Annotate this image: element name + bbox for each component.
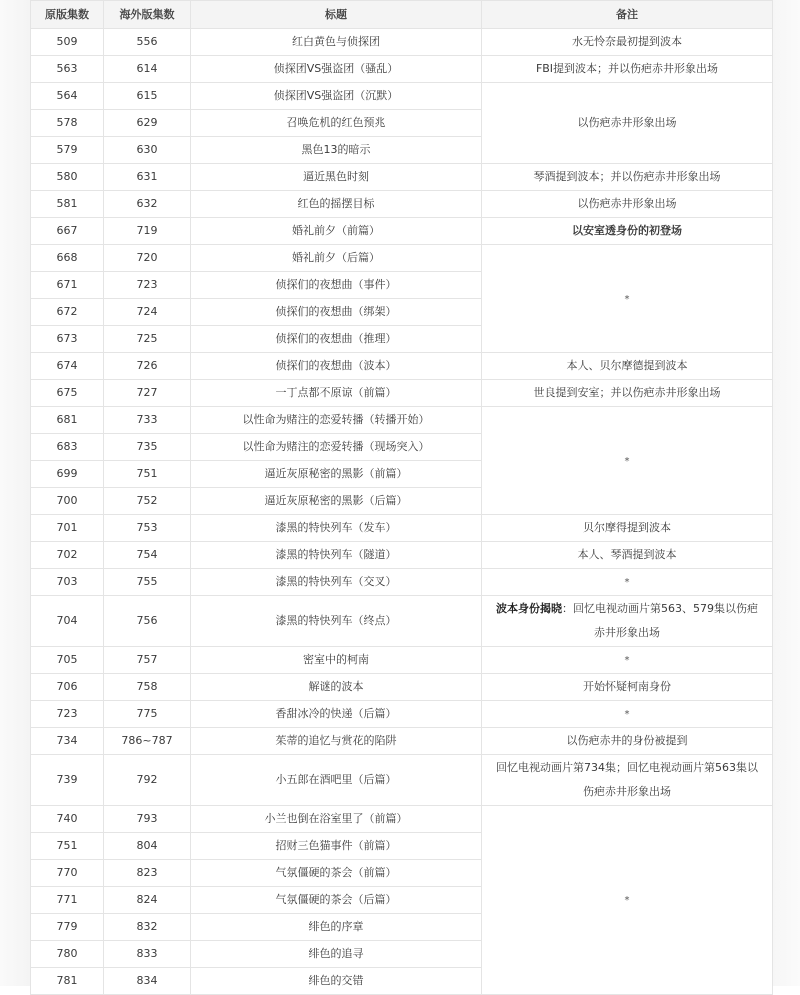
title-cell: 逼近灰原秘密的黑影（前篇） [191,461,482,488]
note-cell: 以伤疤赤井形象出场 [482,83,773,164]
note-cell: 回忆电视动画片第734集；回忆电视动画片第563集以伤疤赤井形象出场 [482,755,773,806]
overseas-episode-cell: 833 [104,941,191,968]
empty-note-marker: * [624,709,630,720]
title-cell: 侦探团VS强盗团（沉默） [191,83,482,110]
note-cell: 水无怜奈最初提到波本 [482,29,773,56]
note-cell: 世良提到安室；并以伤疤赤井形象出场 [482,380,773,407]
note-cell [482,245,773,353]
empty-note-marker: * [624,895,630,906]
table-row [31,569,773,596]
overseas-episode-cell: 725 [104,326,191,353]
title-cell: 气氛僵硬的茶会（后篇） [191,887,482,914]
overseas-episode-cell: 727 [104,380,191,407]
overseas-episode-cell: 629 [104,110,191,137]
overseas-episode-cell: 757 [104,647,191,674]
title-cell: 红白黄色与侦探团 [191,29,482,56]
empty-note-marker: * [624,455,630,467]
note-text: ：回忆电视动画片第563、579集以伤疤赤井形象出场 [562,602,758,639]
note-cell: 以伤疤赤井形象出场 [482,191,773,218]
original-episode-cell: 683 [31,434,104,461]
page-margin-left [0,0,30,986]
title-cell: 红色的摇摆目标 [191,191,482,218]
title-cell: 解谜的波本 [191,674,482,701]
original-episode-cell: 779 [31,914,104,941]
title-cell: 逼近灰原秘密的黑影（后篇） [191,488,482,515]
title-cell: 侦探们的夜想曲（绑架） [191,299,482,326]
note-cell [482,569,773,596]
table-row [31,806,773,833]
overseas-episode-cell: 630 [104,137,191,164]
table-row [31,542,773,569]
title-cell: 漆黑的特快列车（终点） [191,596,482,647]
title-cell: 以性命为赌注的恋爱转播（转播开始） [191,407,482,434]
original-episode-cell: 578 [31,110,104,137]
original-episode-cell: 675 [31,380,104,407]
table-row [31,674,773,701]
overseas-episode-cell: 733 [104,407,191,434]
title-cell: 侦探们的夜想曲（事件） [191,272,482,299]
table-row [31,701,773,728]
original-episode-cell: 701 [31,515,104,542]
title-cell: 密室中的柯南 [191,647,482,674]
title-cell: 招财三色猫事件（前篇） [191,833,482,860]
title-cell: 绯色的序章 [191,914,482,941]
overseas-episode-cell: 755 [104,569,191,596]
empty-note-marker: * [624,293,630,305]
overseas-episode-cell: 614 [104,56,191,83]
note-cell: 本人、琴酒提到波本 [482,542,773,569]
empty-note-marker: * [624,655,630,666]
title-cell: 小五郎在酒吧里（后篇） [191,755,482,806]
overseas-episode-cell: 615 [104,83,191,110]
note-cell: FBI提到波本；并以伤疤赤井形象出场 [482,56,773,83]
title-cell: 逼近黑色时刻 [191,164,482,191]
note-cell: 开始怀疑柯南身份 [482,674,773,701]
empty-note-marker: * [624,577,630,588]
note-cell [482,647,773,674]
overseas-episode-cell: 824 [104,887,191,914]
original-episode-cell: 739 [31,755,104,806]
note-cell: 琴酒提到波本；并以伤疤赤井形象出场 [482,164,773,191]
overseas-episode-cell: 632 [104,191,191,218]
title-cell: 侦探团VS强盗团（骚乱） [191,56,482,83]
note-cell: 贝尔摩得提到波本 [482,515,773,542]
title-cell: 茱蒂的追忆与赏花的陷阱 [191,728,482,755]
overseas-episode-cell: 756 [104,596,191,647]
title-cell: 侦探们的夜想曲（波本） [191,353,482,380]
title-cell: 婚礼前夕（后篇） [191,245,482,272]
overseas-episode-cell: 751 [104,461,191,488]
title-cell: 以性命为赌注的恋爱转播（现场突入） [191,434,482,461]
original-episode-cell: 705 [31,647,104,674]
title-cell: 绯色的交错 [191,968,482,995]
original-episode-cell: 700 [31,488,104,515]
note-cell [482,407,773,515]
table-row [31,596,773,647]
table-row [31,83,773,110]
original-episode-cell: 703 [31,569,104,596]
title-cell: 气氛僵硬的茶会（前篇） [191,860,482,887]
original-episode-cell: 781 [31,968,104,995]
table-row [31,191,773,218]
table-row [31,29,773,56]
title-cell: 小兰也倒在浴室里了（前篇） [191,806,482,833]
note-cell [482,596,773,647]
note-cell [482,806,773,995]
overseas-episode-cell: 775 [104,701,191,728]
original-episode-cell: 704 [31,596,104,647]
original-episode-cell: 674 [31,353,104,380]
table-row [31,353,773,380]
overseas-episode-cell: 719 [104,218,191,245]
overseas-episode-cell: 754 [104,542,191,569]
overseas-episode-cell: 793 [104,806,191,833]
overseas-episode-cell: 758 [104,674,191,701]
table-row [31,728,773,755]
title-cell: 绯色的追寻 [191,941,482,968]
original-episode-cell: 672 [31,299,104,326]
overseas-episode-cell: 726 [104,353,191,380]
overseas-episode-cell: 823 [104,860,191,887]
original-episode-cell: 771 [31,887,104,914]
overseas-episode-cell: 752 [104,488,191,515]
original-episode-cell: 702 [31,542,104,569]
table-row [31,164,773,191]
note-cell [482,701,773,728]
original-episode-cell: 579 [31,137,104,164]
title-cell: 黑色13的暗示 [191,137,482,164]
title-cell: 婚礼前夕（前篇） [191,218,482,245]
original-episode-cell: 681 [31,407,104,434]
original-episode-cell: 580 [31,164,104,191]
table-row [31,647,773,674]
overseas-episode-cell: 832 [104,914,191,941]
overseas-episode-cell: 720 [104,245,191,272]
table-row [31,515,773,542]
table-row [31,380,773,407]
table-row [31,407,773,434]
title-cell: 漆黑的特快列车（发车） [191,515,482,542]
note-cell: 本人、贝尔摩德提到波本 [482,353,773,380]
table-row [31,245,773,272]
column-header-title: 标题 [191,1,482,29]
original-episode-cell: 671 [31,272,104,299]
table-body [31,29,773,995]
original-episode-cell: 751 [31,833,104,860]
overseas-episode-cell: 631 [104,164,191,191]
title-cell: 侦探们的夜想曲（推理） [191,326,482,353]
note-cell: 以伤疤赤井的身份被提到 [482,728,773,755]
original-episode-cell: 699 [31,461,104,488]
overseas-episode-cell: 753 [104,515,191,542]
original-episode-cell: 667 [31,218,104,245]
original-episode-cell: 668 [31,245,104,272]
overseas-episode-cell: 735 [104,434,191,461]
original-episode-cell: 509 [31,29,104,56]
column-header-original-episode: 原版集数 [31,1,104,29]
original-episode-cell: 564 [31,83,104,110]
page-margin-right [772,0,800,986]
episode-table [30,0,773,995]
table-header-row [31,1,773,29]
overseas-episode-cell: 834 [104,968,191,995]
original-episode-cell: 673 [31,326,104,353]
table-row [31,755,773,806]
column-header-notes: 备注 [482,1,773,29]
table-row [31,56,773,83]
original-episode-cell: 780 [31,941,104,968]
original-episode-cell: 723 [31,701,104,728]
title-cell: 漆黑的特快列车（交叉） [191,569,482,596]
note-highlight: 波本身份揭晓 [496,602,562,615]
table-row [31,218,773,245]
overseas-episode-cell: 786~787 [104,728,191,755]
column-header-overseas-episode: 海外版集数 [104,1,191,29]
original-episode-cell: 770 [31,860,104,887]
overseas-episode-cell: 556 [104,29,191,56]
overseas-episode-cell: 792 [104,755,191,806]
overseas-episode-cell: 804 [104,833,191,860]
note-cell: 以安室透身份的初登场 [482,218,773,245]
original-episode-cell: 734 [31,728,104,755]
original-episode-cell: 740 [31,806,104,833]
title-cell: 漆黑的特快列车（隧道） [191,542,482,569]
title-cell: 香甜冰冷的快递（后篇） [191,701,482,728]
original-episode-cell: 581 [31,191,104,218]
title-cell: 召唤危机的红色预兆 [191,110,482,137]
overseas-episode-cell: 723 [104,272,191,299]
overseas-episode-cell: 724 [104,299,191,326]
original-episode-cell: 563 [31,56,104,83]
original-episode-cell: 706 [31,674,104,701]
title-cell: 一丁点都不原谅（前篇） [191,380,482,407]
